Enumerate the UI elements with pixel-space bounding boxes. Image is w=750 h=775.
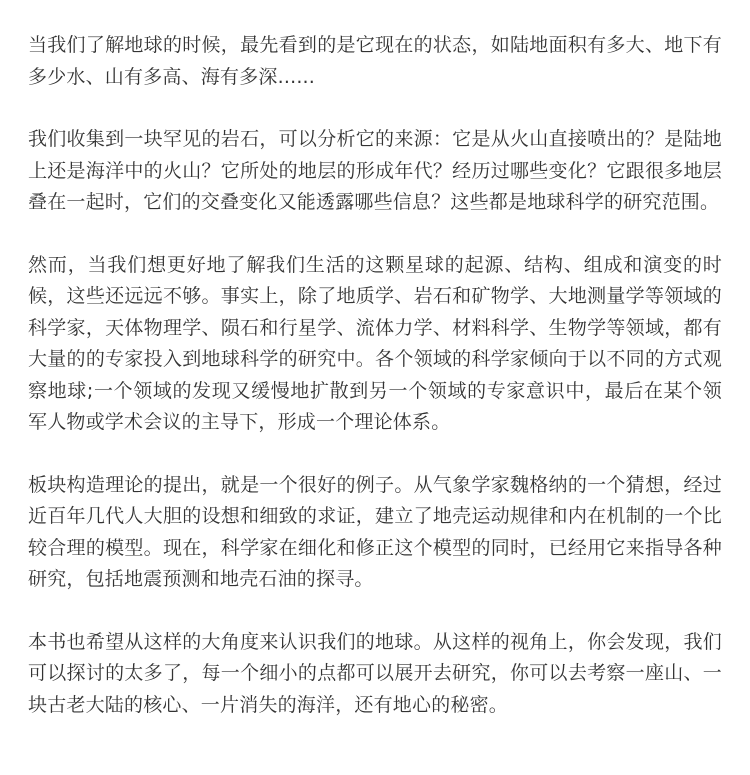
paragraph-3: 然而，当我们想更好地了解我们生活的这颗星球的起源、结构、组成和演变的时候，这些还远远不够。事实上，除了地质学、岩石和矿物学、大地测量学等领域的科学家，天体物理学、陨石和行星学、流体力学、材料科学、生物学等领域，都有大量的的专家投入到地球科学的研究中。各个领域的科学家倾向于以不同的方式观察地球;一个领域的发现又缓慢地扩散到另一个领域的专家意识中，最后在某个领军人物或学术会议的主导下，形成一个理论体系。 (28, 253, 722, 433)
paragraph-5: 本书也希望从这样的大角度来认识我们的地球。从这样的视角上，你会发现，我们可以探讨的太多了，每一个细小的点都可以展开去研究，你可以去考察一座山、一块古老大陆的核心、一片消失的海洋，还有地心的秘密。 (28, 630, 722, 716)
paragraph-2: 我们收集到一块罕见的岩石，可以分析它的来源：它是从火山直接喷出的？是陆地上还是海洋中的火山？它所处的地层的形成年代？经历过哪些变化？它跟很多地层叠在一起时，它们的交叠变化又能透露哪些信息？这些都是地球科学的研究范围。 (28, 128, 722, 213)
paragraph-1: 当我们了解地球的时候，最先看到的是它现在的状态，如陆地面积有多大、地下有多少水、山有多高、海有多深...... (28, 34, 722, 88)
paragraph-4: 板块构造理论的提出，就是一个很好的例子。从气象学家魏格纳的一个猜想，经过近百年几代人大胆的设想和细致的求证，建立了地壳运动规律和内在机制的一个比较合理的模型。现在，科学家在细化和修正这个模型的同时，已经用它来指导各种研究，包括地震预测和地壳石油的探寻。 (28, 473, 722, 590)
article-body (28, 30, 722, 721)
